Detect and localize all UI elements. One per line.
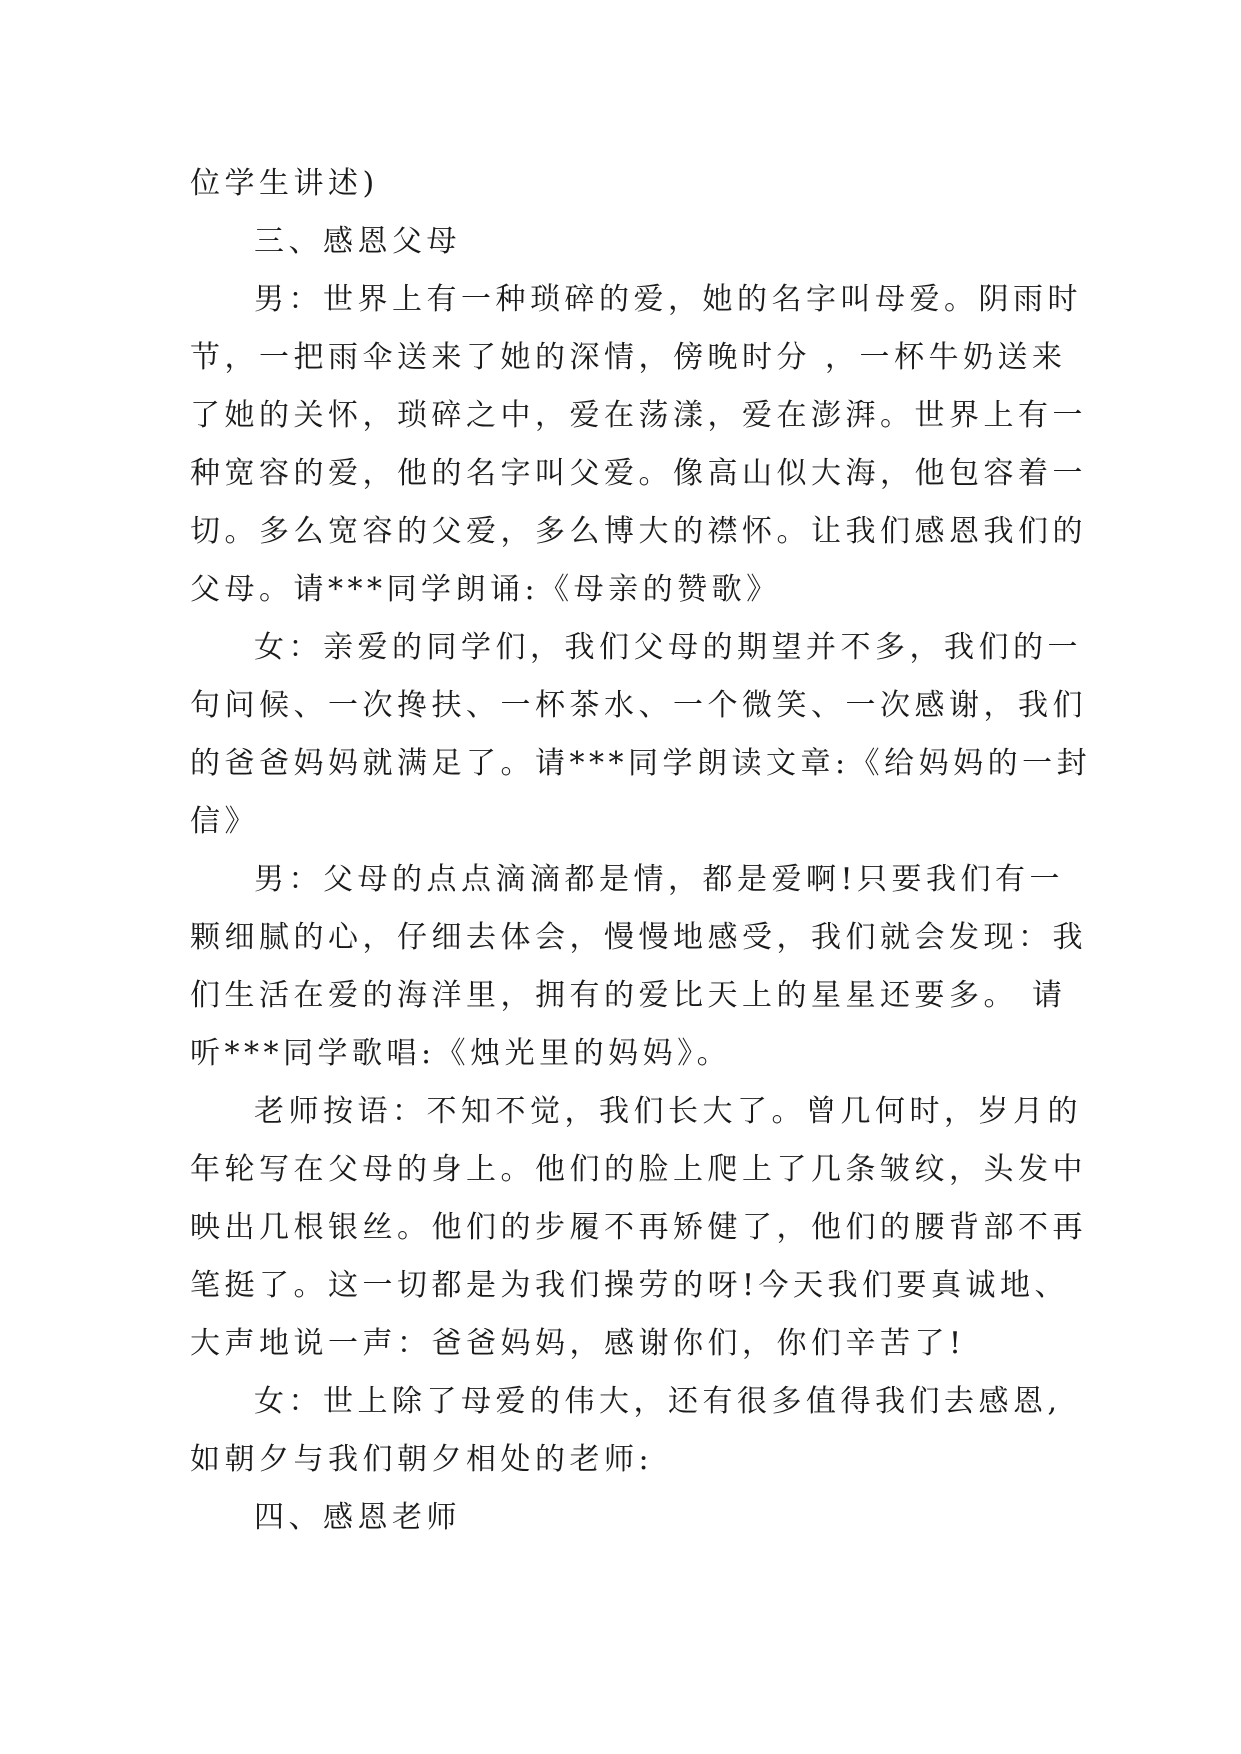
text-line: 的爸爸妈妈就满足了。请***同学朗读文章:《给妈妈的一封 bbox=[190, 746, 1092, 781]
text-line: 女：世上除了母爱的伟大，还有很多值得我们去感恩, bbox=[254, 1384, 1062, 1419]
text-line: 老师按语：不知不觉，我们长大了。曾几何时，岁月的 bbox=[254, 1094, 1082, 1129]
text-line: 听***同学歌唱:《烛光里的妈妈》。 bbox=[190, 1036, 732, 1071]
text-line: 信》 bbox=[190, 804, 259, 839]
text-line: 男：世界上有一种琐碎的爱，她的名字叫母爱。阴雨时 bbox=[254, 282, 1082, 317]
text-line: 如朝夕与我们朝夕相处的老师: bbox=[190, 1442, 654, 1477]
text-line: 切。多么宽容的父爱，多么博大的襟怀。让我们感恩我们的 bbox=[190, 514, 1087, 549]
text-line: 父母。请***同学朗诵:《母亲的赞歌》 bbox=[190, 572, 781, 607]
text-line: 们生活在爱的海洋里，拥有的爱比天上的星星还要多。 请 bbox=[190, 978, 1067, 1013]
text-line: 男：父母的点点滴滴都是情，都是爱啊!只要我们有一 bbox=[254, 862, 1065, 897]
text-line: 大声地说一声：爸爸妈妈，感谢你们，你们辛苦了! bbox=[190, 1326, 966, 1361]
text-line: 种宽容的爱，他的名字叫父爱。像高山似大海，他包容着一 bbox=[190, 456, 1087, 491]
section-heading-thank-teachers: 四、感恩老师 bbox=[254, 1500, 461, 1535]
text-line: 了她的关怀，琐碎之中，爱在荡漾，爱在澎湃。世界上有一 bbox=[190, 398, 1087, 433]
section-heading-thank-parents: 三、感恩父母 bbox=[254, 224, 461, 259]
text-line: 句问候、一次搀扶、一杯茶水、一个微笑、一次感谢，我们 bbox=[190, 688, 1087, 723]
text-line: 颗细腻的心，仔细去体会，慢慢地感受，我们就会发现：我 bbox=[190, 920, 1087, 955]
text-line: 节，一把雨伞送来了她的深情，傍晚时分 ，一杯牛奶送来 bbox=[190, 340, 1067, 375]
text-line: 女：亲爱的同学们，我们父母的期望并不多，我们的一 bbox=[254, 630, 1082, 665]
text-line: 笔挺了。这一切都是为我们操劳的呀!今天我们要真诚地、 bbox=[190, 1268, 1070, 1303]
text-line: 位学生讲述) bbox=[190, 166, 379, 201]
text-line: 映出几根银丝。他们的步履不再矫健了，他们的腰背部不再 bbox=[190, 1210, 1087, 1245]
document-body bbox=[190, 155, 1092, 1547]
text-line: 年轮写在父母的身上。他们的脸上爬上了几条皱纹，头发中 bbox=[190, 1152, 1087, 1187]
